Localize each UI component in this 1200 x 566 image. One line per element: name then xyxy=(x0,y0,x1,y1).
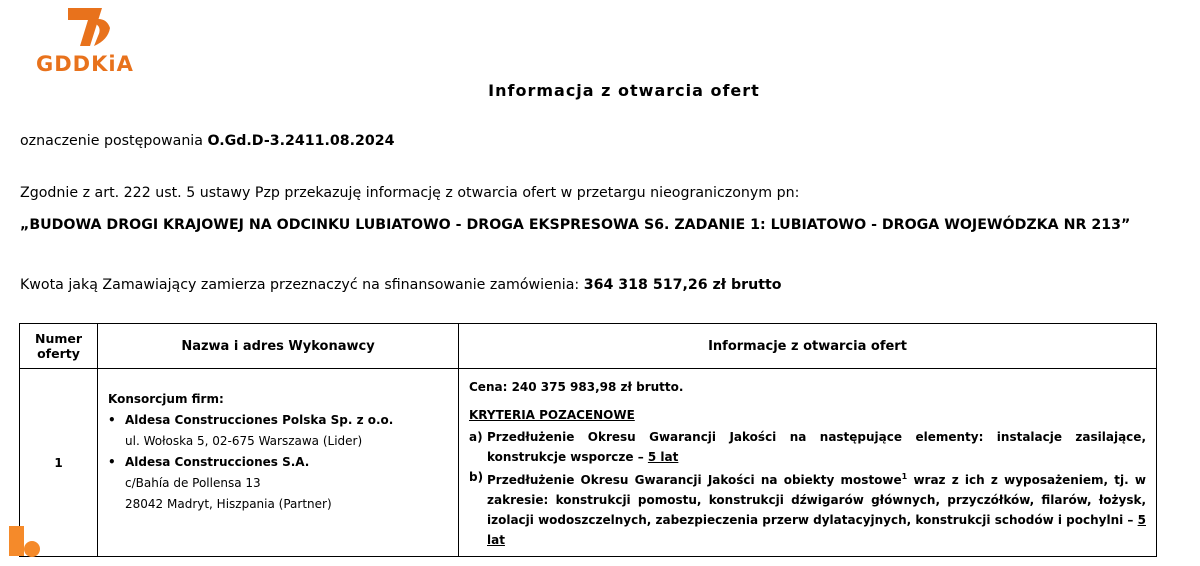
criterion-b-text1: Przedłużenie Okresu Gwarancji Jakości na obiekty mostowe xyxy=(487,473,902,487)
intro-text: Zgodnie z art. 222 ust. 5 ustawy Pzp przekazuję informację z otwarcia ofert w przetargu nieograniczonym pn: xyxy=(20,185,800,201)
offer-price: Cena: 240 375 983,98 zł brutto. xyxy=(469,380,684,394)
criterion-a-value: 5 lat xyxy=(647,450,679,464)
firm1-address: ul. Wołoska 5, 02-675 Warszawa (Lider) xyxy=(125,434,363,448)
gddkia-logo xyxy=(36,6,144,74)
criteria-title: KRYTERIA POZACENOWE xyxy=(469,408,635,422)
firm2-name: • Aldesa Construcciones S.A. xyxy=(108,452,448,473)
contractor-cell xyxy=(98,369,459,557)
criterion-a-text: Przedłużenie Okresu Gwarancji Jakości na następujące elementy: instalacje zasilające, konstrukcje wsporcze – xyxy=(487,430,1146,464)
footnote-marker: 1 xyxy=(901,472,908,481)
procedure-designation xyxy=(20,133,394,149)
firm2-address-line2: 28042 Madryt, Hiszpania (Partner) xyxy=(125,497,332,511)
header-contractor: Nazwa i adres Wykonawcy xyxy=(98,324,459,369)
header-offer-info: Informacje z otwarcia ofert xyxy=(459,324,1157,369)
designation-label: oznaczenie postępowania xyxy=(20,133,208,149)
header-offer-number: Numer oferty xyxy=(20,324,98,369)
decorative-circle-icon xyxy=(24,541,40,557)
criterion-b-label: b) xyxy=(469,470,484,484)
logo-text: GDDKiA xyxy=(36,52,134,76)
criterion-b-text2: wraz z ich z wyposażeniem, tj. w zakresie: konstrukcji pomostu, konstrukcji dźwigarów głównych, przyczółków, filarów, łożysk, izolacji wodoszczelnych, zabezpieczenia przerw dylatacyjnych, konstrukcji schodów i pochylni – xyxy=(487,473,1146,527)
table-row xyxy=(20,369,1157,557)
firm1-name: • Aldesa Construcciones Polska Sp. z o.o. xyxy=(108,410,448,431)
offer-number: 1 xyxy=(20,369,98,557)
offer-info-cell xyxy=(459,369,1157,557)
page-title: Informacja z otwarcia ofert xyxy=(488,81,760,100)
criterion-a-label: a) xyxy=(469,430,483,444)
gddkia-logo-icon xyxy=(66,6,112,48)
criterion-b xyxy=(469,467,1146,550)
decorative-square-icon xyxy=(9,526,24,556)
firm2-address-line1: c/Bahía de Pollensa 13 xyxy=(125,476,261,490)
criterion-a xyxy=(469,427,1146,467)
budget-label: Kwota jaką Zamawiający zamierza przeznaczyć na sfinansowanie zamówienia: xyxy=(20,277,584,293)
designation-value: O.Gd.D-3.2411.08.2024 xyxy=(207,133,395,149)
budget-line xyxy=(20,277,782,293)
criterion-b-value: 5 lat xyxy=(487,513,1146,547)
project-name: „BUDOWA DROGI KRAJOWEJ NA ODCINKU LUBIATOWO - DROGA EKSPRESOWA S6. ZADANIE 1: LUBIATOWO - DROGA WOJEWÓDZKA NR 213” xyxy=(20,217,1131,233)
offers-table xyxy=(19,323,1157,557)
budget-value: 364 318 517,26 zł brutto xyxy=(583,277,782,293)
table-header-row xyxy=(20,324,1157,369)
consortium-label: Konsorcjum firm: xyxy=(108,392,224,406)
